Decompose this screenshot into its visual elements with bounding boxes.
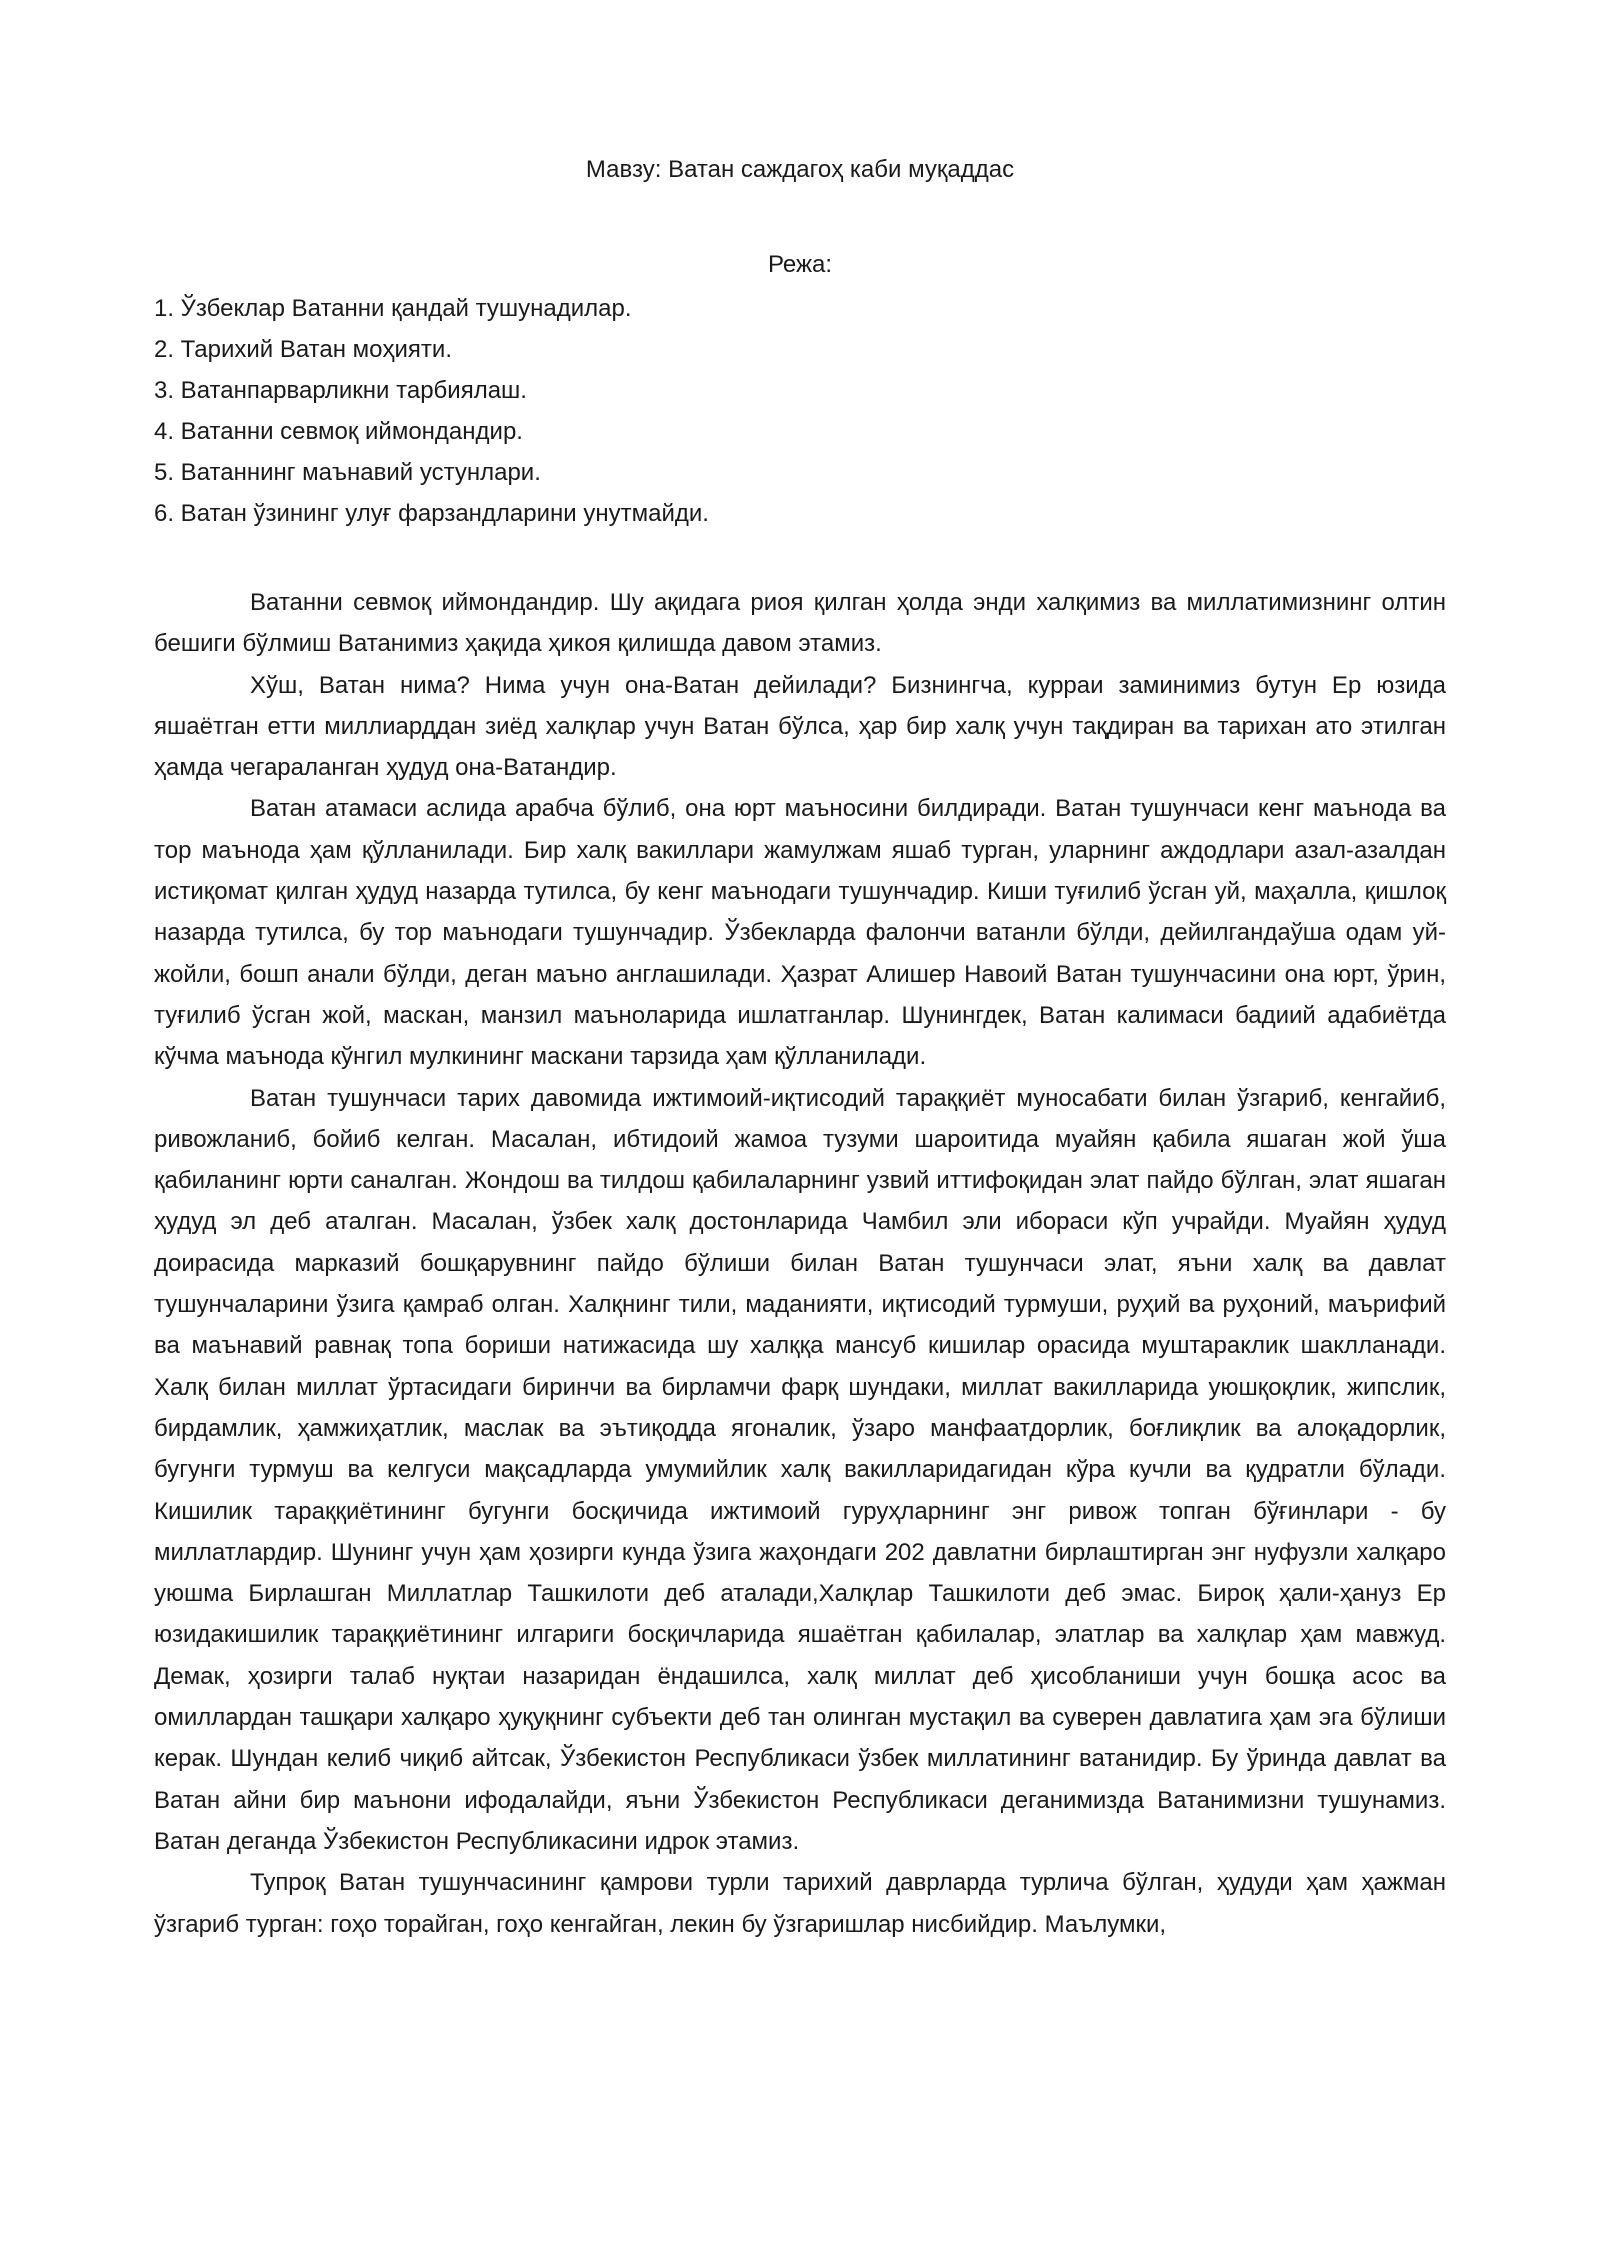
plan-item: 6. Ватан ўзининг улуғ фарзандларини унутмайди. xyxy=(154,500,709,527)
plan-item: 5. Ватаннинг маънавий устунлари. xyxy=(154,459,541,486)
paragraph: Ватан атамаси аслида арабча бўлиб, она юрт маъносини билдиради. Ватан тушунчаси кенг маънода ва тор маънода ҳам қўлланилади. Бир халқ вакиллари жамулжам яшаб турган, уларнинг аждодлари азал-азалдан истиқомат қилган ҳудуд назарда тутилса, бу кенг маънодаги тушунчадир. Киши туғилиб ўсган уй, маҳалла, қишлоқ назарда тутилса, бу тор маънодаги тушунчадир. Ўзбекларда фалончи ватанли бўлди, дейилгандаўша одам уй-жойли, бошп анали бўлди, деган маъно англашилади. Ҳазрат Алишер Навоий Ватан тушунчасини она юрт, ўрин, туғилиб ўсган жой, маскан, манзил маъноларида ишлатганлар. Шунингдек, Ватан калимаси бадиий адабиётда кўчма маънода кўнгил мулкининг маскани тарзида ҳам қўлланилади. xyxy=(154,795,1446,1071)
paragraph: Ватанни севмоқ иймондандир. Шу ақидага риоя қилган ҳолда энди халқимиз ва миллатимизнинг олтин бешиги бўлмиш Ватанимиз ҳақида ҳикоя қилишда давом этамиз. xyxy=(154,589,1446,658)
plan-item: 4. Ватанни севмоқ иймондандир. xyxy=(154,418,523,445)
paragraph: Ватан тушунчаси тарих давомида ижтимоий-иқтисодий тараққиёт муносабати билан ўзгариб, кенгайиб, ривожланиб, бойиб келган. Масалан, ибтидоий жамоа тузуми шароитида муайян қабила яшаган жой ўша қабиланинг юрти саналган. Жондош ва тилдош қабилаларнинг узвий иттифоқидан элат пайдо бўлган, элат яшаган ҳудуд эл деб аталган. Масалан, ўзбек халқ достонларида Чамбил эли ибораси кўп учрайди. Муайян ҳудуд доирасида марказий бошқарувнинг пайдо бўлиши билан Ватан тушунчаси элат, яъни халқ ва давлат тушунчаларини ўзига қамраб олган. Халқнинг тили, маданияти, иқтисодий турмуши, руҳий ва руҳоний, маърифий ва маънавий равнақ топа бориши натижасида шу халққа мансуб кишилар орасида муштараклик шаклланади. Халқ билан миллат ўртасидаги биринчи ва бирламчи фарқ шундаки, миллат вакилларида уюшқоқлик, жипслик, бирдамлик, ҳамжиҳатлик, маслак ва эътиқодда ягоналик, ўзаро манфаатдорлик, боғлиқлик ва алоқадорлик, бугунги турмуш ва келгуси мақсадларда умумийлик халқ вакилларидагидан кўра кучли ва қудратли бўлади. Кишилик тараққиётининг бугунги босқичида ижтимоий гуруҳларнинг энг ривож топган бўғинлари - бу миллатлардир. Шунинг учун ҳам ҳозирги кунда ўзига жаҳондаги 202 давлатни бирлаштирган энг нуфузли халқаро уюшма Бирлашган Миллатлар Ташкилоти деб аталади,Халқлар Ташкилоти деб эмас. Бироқ ҳали-ҳануз Ер юзидакишилик тараққиётининг илгариги босқичларида яшаётган қабилалар, элатлар ва халқлар ҳам мавжуд. Демак, ҳозирги талаб нуқтаи назаридан ёндашилса, халқ миллат деб ҳисобланиши учун бошқа асос ва омиллардан ташқари халқаро ҳуқуқнинг субъекти деб тан олинган мустақил ва суверен давлатига ҳам эга бўлиши керак. Шундан келиб чиқиб айтсак, Ўзбекистон Республикаси ўзбек миллатининг ватанидир. Бу ўринда давлат ва Ватан айни бир маънони ифодалайди, яъни Ўзбекистон Республикаси деганимизда Ватанимизни тушунамиз. Ватан деганда Ўзбекистон Республикасини идрок этамиз. xyxy=(154,1084,1446,1855)
paragraph: Тупроқ Ватан тушунчасининг қамрови турли тарихий даврларда турлича бўлган, ҳудуди ҳам ҳажман ўзгариб турган: гоҳо торайган, гоҳо кенгайган, лекин бу ўзгаришлар нисбийдир. Маълумки, xyxy=(154,1869,1446,1938)
plan-heading: Режа: xyxy=(767,251,833,278)
plan-item: 2. Тарихий Ватан моҳияти. xyxy=(154,336,452,363)
plan-item: 1. Ўзбеклар Ватанни қандай тушунадилар. xyxy=(154,295,632,322)
plan-item: 3. Ватанпарварликни тарбиялаш. xyxy=(154,377,527,404)
paragraph: Хўш, Ватан нима? Нима учун она-Ватан дейилади? Бизнингча, курраи заминимиз бутун Ер юзида яшаётган етти миллиарддан зиёд халқлар учун Ватан бўлса, ҳар бир халқ учун тақдиран ва тарихан ато этилган ҳамда чегараланган ҳудуд она-Ватандир. xyxy=(154,671,1446,782)
document-title: Мавзу: Ватан саждагоҳ каби муқаддас xyxy=(585,156,1015,183)
body-text xyxy=(154,582,1446,1945)
plan-list xyxy=(154,288,1454,534)
